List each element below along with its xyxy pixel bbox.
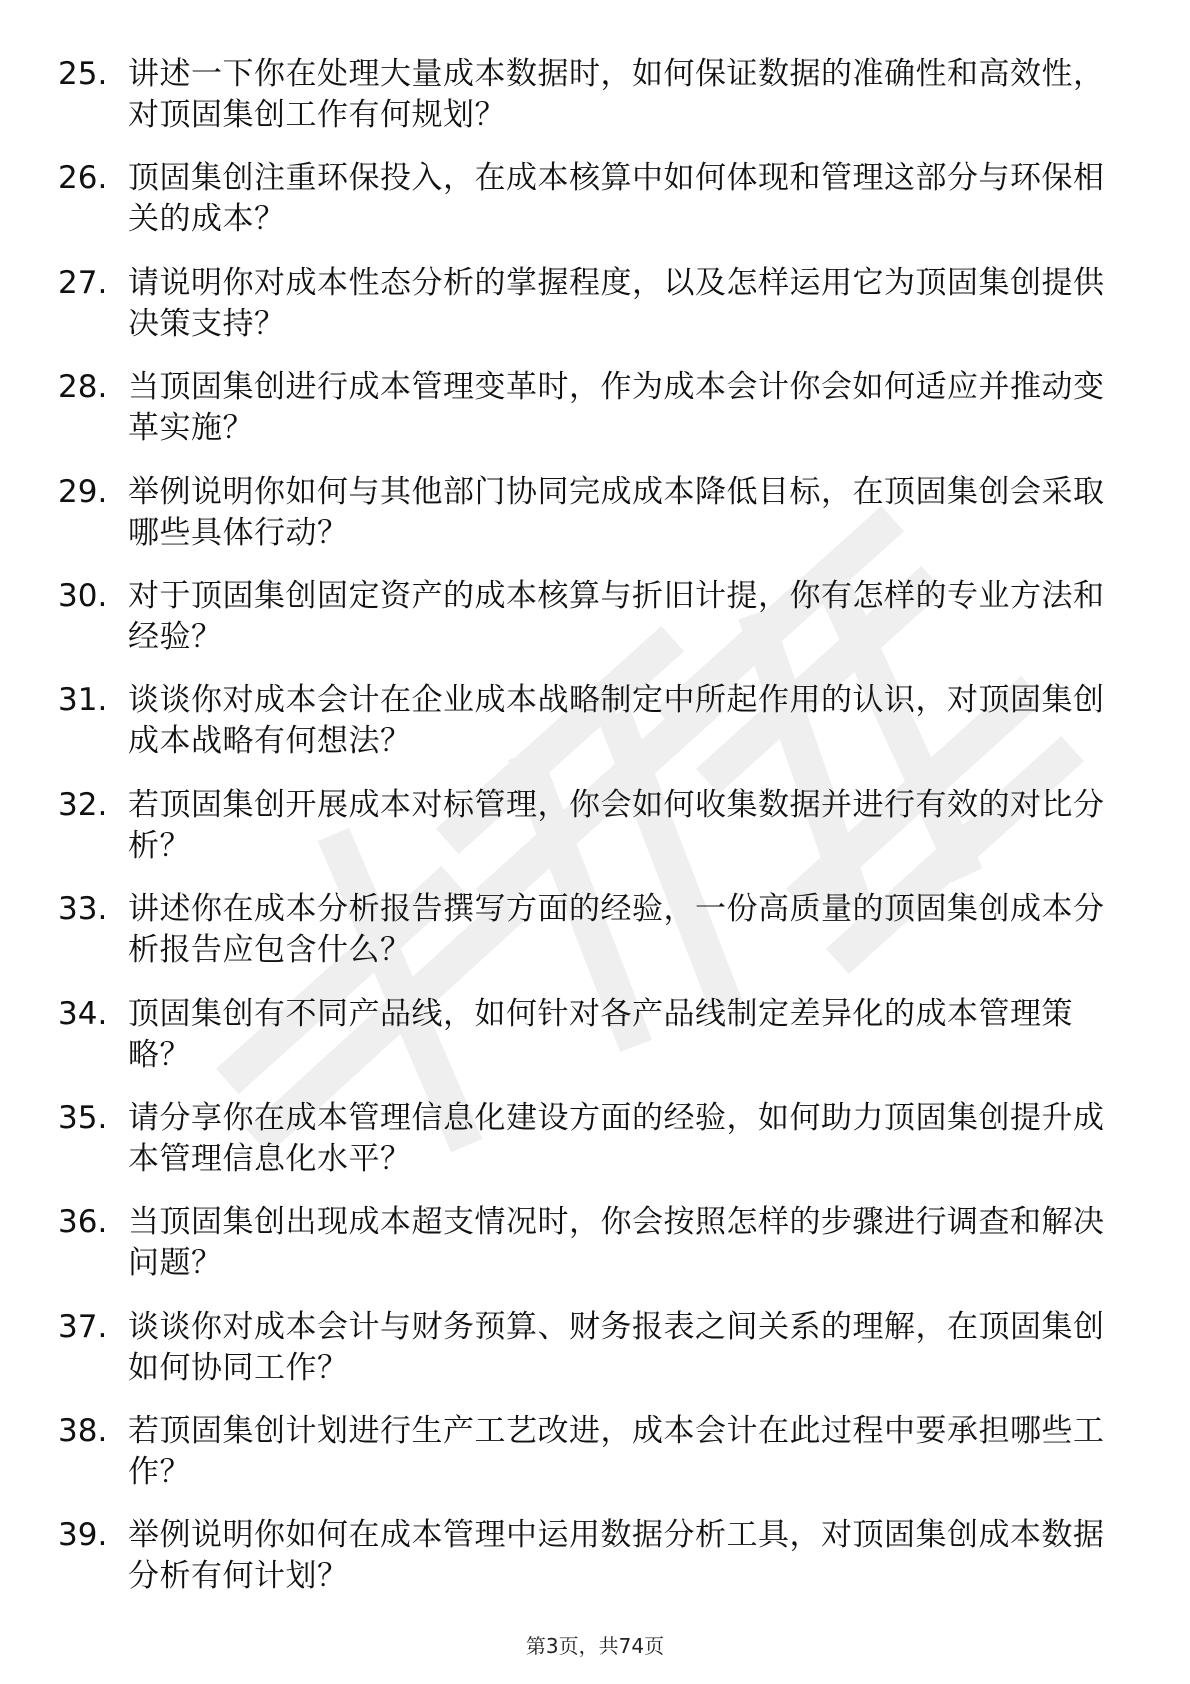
question-item — [58, 472, 1118, 576]
question-number: 29. — [58, 473, 108, 510]
question-item — [58, 367, 1118, 471]
question-text: 讲述你在成本分析报告撰写方面的经验，一份高质量的顶固集创成本分析报告应包含什么？ — [128, 891, 1105, 969]
question-number: 39. — [58, 1517, 108, 1554]
question-number: 28. — [58, 369, 108, 406]
question-item — [58, 994, 1118, 1098]
question-text: 对于顶固集创固定资产的成本核算与折旧计提，你有怎样的专业方法和经验？ — [128, 577, 1105, 655]
question-number: 38. — [58, 1413, 108, 1450]
question-text: 顶固集创注重环保投入，在成本核算中如何体现和管理这部分与环保相关的成本？ — [128, 160, 1105, 238]
question-item — [58, 1202, 1118, 1306]
question-text: 若顶固集创计划进行生产工艺改进，成本会计在此过程中要承担哪些工作？ — [128, 1413, 1105, 1491]
question-text: 当顶固集创进行成本管理变革时，作为成本会计你会如何适应并推动变革实施？ — [128, 369, 1105, 447]
question-text: 顶固集创有不同产品线，如何针对各产品线制定差异化的成本管理策略？ — [128, 995, 1073, 1073]
question-text: 讲述一下你在处理大量成本数据时，如何保证数据的准确性和高效性，对顶固集创工作有何规划？ — [128, 56, 1105, 133]
question-number: 32. — [58, 786, 108, 823]
question-number: 33. — [58, 891, 108, 928]
question-item — [58, 54, 1118, 158]
question-number: 27. — [58, 264, 108, 301]
question-text: 若顶固集创开展成本对标管理，你会如何收集数据并进行有效的对比分析？ — [128, 786, 1105, 864]
question-text: 谈谈你对成本会计在企业成本战略制定中所起作用的认识，对顶固集创成本战略有何想法？ — [128, 682, 1105, 760]
question-item — [58, 785, 1118, 889]
question-item — [58, 1307, 1118, 1411]
page-number: 第3页，共74页 — [525, 1634, 665, 1658]
question-number: 34. — [58, 995, 108, 1032]
question-text: 举例说明你如何与其他部门协同完成成本降低目标，在顶固集创会采取哪些具体行动？ — [128, 473, 1105, 551]
question-number: 31. — [58, 682, 108, 719]
question-item — [58, 158, 1118, 262]
question-item — [58, 680, 1118, 784]
question-text: 谈谈你对成本会计与财务预算、财务报表之间关系的理解，在顶固集创如何协同工作？ — [128, 1308, 1105, 1386]
question-number: 37. — [58, 1308, 108, 1345]
question-list — [58, 54, 1118, 1620]
question-text: 请说明你对成本性态分析的掌握程度，以及怎样运用它为顶固集创提供决策支持？ — [128, 264, 1105, 342]
question-item — [58, 1515, 1118, 1619]
question-item — [58, 1098, 1118, 1202]
question-item — [58, 1411, 1118, 1515]
question-item — [58, 263, 1118, 367]
question-number: 36. — [58, 1204, 108, 1241]
question-number: 35. — [58, 1099, 108, 1136]
question-item — [58, 576, 1118, 680]
question-number: 26. — [58, 160, 108, 197]
question-item — [58, 889, 1118, 993]
question-text: 请分享你在成本管理信息化建设方面的经验，如何助力顶固集创提升成本管理信息化水平？ — [128, 1099, 1105, 1177]
question-text: 当顶固集创出现成本超支情况时，你会按照怎样的步骤进行调查和解决问题？ — [128, 1204, 1105, 1282]
question-text: 举例说明你如何在成本管理中运用数据分析工具，对顶固集创成本数据分析有何计划？ — [128, 1517, 1105, 1595]
question-number: 30. — [58, 577, 108, 614]
question-number: 25. — [58, 56, 108, 92]
